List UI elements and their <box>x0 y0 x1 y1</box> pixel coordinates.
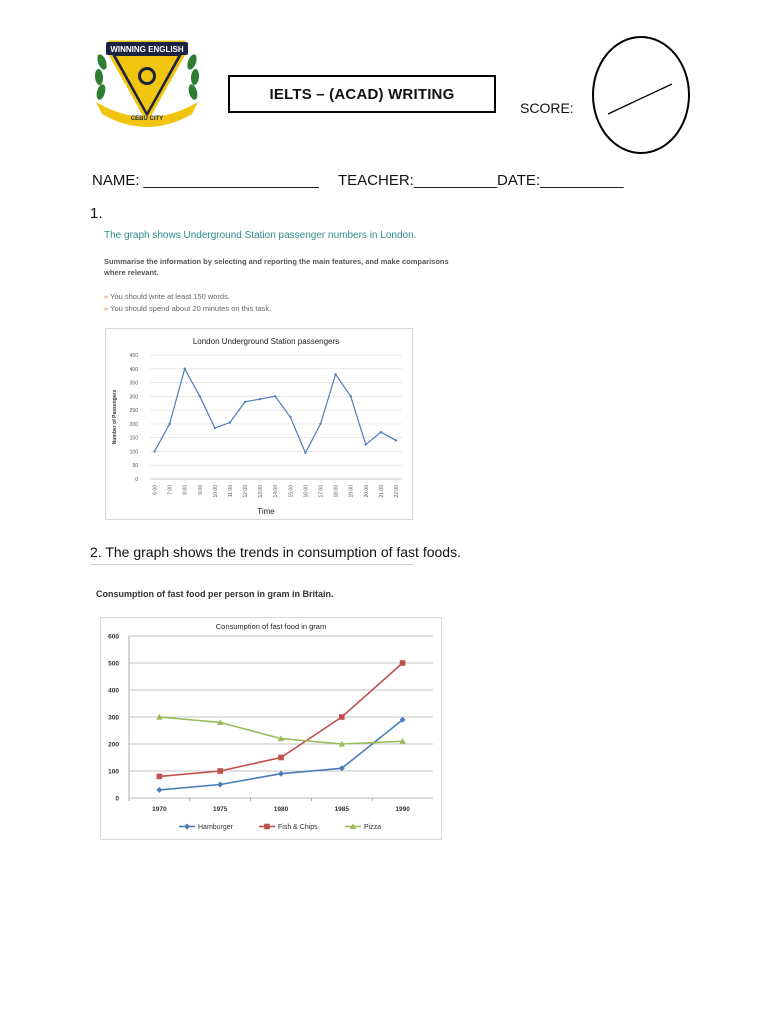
y-tick-label: 500 <box>108 660 119 668</box>
data-point <box>278 771 284 777</box>
data-point <box>349 395 351 397</box>
data-point <box>380 431 382 433</box>
x-tick-label: 14:00 <box>273 485 280 498</box>
x-tick-label: 17:00 <box>318 485 325 498</box>
chart-fast-food-consumption <box>100 617 442 840</box>
x-tick-label: 20:00 <box>363 485 370 498</box>
x-tick-label: 1980 <box>273 806 289 813</box>
data-point <box>153 450 155 452</box>
x-axis-label: Time <box>257 507 275 516</box>
y-tick-label: 0 <box>115 795 119 803</box>
question-2-chart-heading: Consumption of fast food per person in gram in Britain. <box>96 589 334 599</box>
data-point <box>400 660 406 666</box>
chart-title: Consumption of fast food in gram <box>215 622 327 631</box>
x-tick-label: 15:00 <box>288 485 295 498</box>
divider <box>90 564 414 565</box>
question-2-line <box>90 544 461 560</box>
data-point <box>217 768 223 774</box>
data-point <box>199 395 201 397</box>
x-tick-label: 11:00 <box>227 485 234 498</box>
data-point <box>157 774 163 780</box>
y-tick-label: 400 <box>129 366 138 373</box>
y-tick-label: 100 <box>108 768 119 776</box>
y-tick-label: 300 <box>108 714 119 722</box>
question-1-prompt: The graph shows Underground Station passenger numbers in London. <box>104 230 417 241</box>
bullet-icon: » <box>104 304 109 313</box>
y-tick-label: 100 <box>129 449 138 456</box>
x-tick-label: 21:00 <box>378 485 385 498</box>
name-field[interactable]: NAME: _____________________ <box>92 172 319 189</box>
score-slash <box>606 78 676 118</box>
y-axis-label: Number of Passengers <box>112 389 118 445</box>
x-tick-label: 16:00 <box>303 485 310 498</box>
legend-label: Hamburger <box>198 824 234 831</box>
legend-label: Pizza <box>364 824 382 831</box>
y-tick-label: 350 <box>129 380 138 387</box>
data-point <box>274 395 276 397</box>
score-label: SCORE: <box>520 100 574 116</box>
legend-marker <box>184 824 190 830</box>
chart-title: London Underground Station passengers <box>192 337 340 346</box>
data-point <box>259 398 261 400</box>
data-point <box>289 416 291 418</box>
x-tick-label: 10:00 <box>212 485 219 498</box>
x-tick-label: 13:00 <box>258 485 265 498</box>
page-title: IELTS – (ACAD) WRITING <box>228 75 496 113</box>
question-1-number: 1. <box>90 205 103 222</box>
data-point <box>214 427 216 429</box>
series-line <box>155 369 396 453</box>
y-tick-label: 200 <box>129 421 138 428</box>
legend-marker <box>264 824 270 830</box>
data-point <box>278 755 284 761</box>
data-point <box>395 439 397 441</box>
data-point <box>334 373 336 375</box>
question-1-bullet: » You should spend about 20 minutes on this task. <box>104 304 272 313</box>
x-tick-label: 12:00 <box>243 485 250 498</box>
legend-label: Fish & Chips <box>278 824 318 831</box>
data-point <box>304 452 306 454</box>
data-point <box>339 714 345 720</box>
y-tick-label: 150 <box>129 435 138 442</box>
y-tick-label: 600 <box>108 633 119 641</box>
x-tick-label: 9:00 <box>197 485 204 495</box>
data-point <box>229 421 231 423</box>
teacher-field[interactable]: TEACHER:__________ <box>338 172 498 189</box>
date-field[interactable]: DATE:__________ <box>497 172 624 189</box>
y-tick-label: 0 <box>135 477 138 483</box>
x-tick-label: 6:00 <box>152 485 159 495</box>
x-tick-label: 18:00 <box>333 485 340 498</box>
y-tick-label: 300 <box>129 394 138 401</box>
data-point <box>319 423 321 425</box>
x-tick-label: 1975 <box>212 806 228 813</box>
y-tick-label: 400 <box>108 687 119 695</box>
data-point <box>217 782 223 788</box>
y-tick-label: 200 <box>108 741 119 749</box>
school-logo <box>92 32 202 132</box>
question-1-instruction: Summarise the information by selecting and reporting the main features, and make comparisons where relevant. <box>104 257 449 277</box>
data-point <box>365 443 367 445</box>
question-2-number: 2. <box>90 544 102 560</box>
x-tick-label: 1990 <box>395 806 410 813</box>
logo-top-text: WINNING ENGLISH <box>110 45 184 54</box>
data-point <box>156 787 162 793</box>
x-tick-label: 7:00 <box>167 485 174 495</box>
x-tick-label: 19:00 <box>348 485 355 498</box>
question-2-prompt: The graph shows the trends in consumption of fast foods. <box>105 544 461 560</box>
chart-underground-passengers <box>105 328 413 520</box>
data-point <box>168 423 170 425</box>
y-tick-label: 450 <box>129 353 138 359</box>
logo-bottom-text: CEBU CITY <box>130 116 164 122</box>
bullet-icon: » <box>104 292 109 301</box>
data-point <box>184 368 186 370</box>
x-tick-label: 8:00 <box>182 485 189 495</box>
x-tick-label: 1985 <box>334 806 350 813</box>
y-tick-label: 50 <box>132 463 138 470</box>
question-1-bullet: » You should write at least 150 words. <box>104 292 230 301</box>
x-tick-label: 1970 <box>152 806 167 813</box>
data-point <box>244 401 246 403</box>
y-tick-label: 250 <box>129 408 138 415</box>
x-tick-label: 22:00 <box>393 485 400 498</box>
